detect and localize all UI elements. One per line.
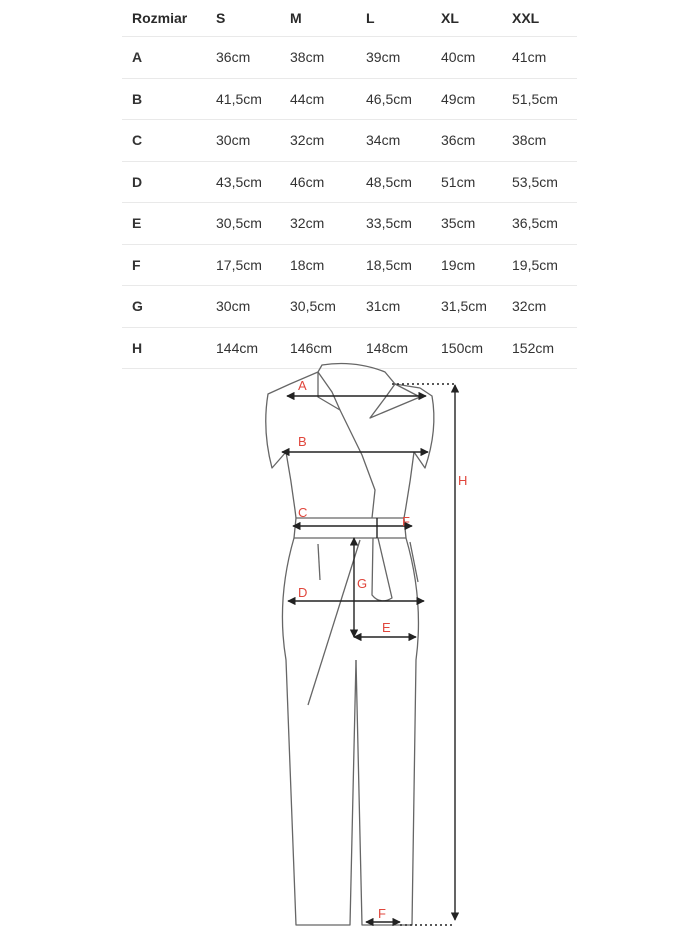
row-label: G [132, 298, 143, 315]
table-cell: 31cm [366, 298, 401, 315]
table-cell: 30,5cm [216, 215, 262, 232]
table-cell: 30,5cm [290, 298, 336, 315]
table-cell: 40cm [441, 49, 476, 66]
header-cell-xl: XL [441, 10, 459, 26]
table-row [122, 120, 577, 162]
label-e: E [382, 620, 391, 635]
table-row [122, 286, 577, 328]
table-cell: 39cm [366, 49, 401, 66]
jumpsuit-illustration [0, 360, 700, 933]
right-side-bodice [404, 452, 414, 518]
table-cell: 44cm [290, 90, 325, 107]
table-cell: 51,5cm [512, 90, 558, 107]
measurement-labels [298, 378, 467, 921]
table-row [122, 203, 577, 245]
jumpsuit-measurement-diagram [0, 360, 700, 933]
label-d: D [298, 585, 308, 600]
row-label: H [132, 339, 143, 356]
left-leg [282, 538, 356, 925]
table-header-row [122, 0, 577, 37]
table-cell: 41,5cm [216, 90, 262, 107]
table-cell: 48,5cm [366, 173, 412, 190]
row-label: B [132, 90, 143, 107]
left-lapel [318, 372, 340, 410]
label-f-hem: F [378, 906, 386, 921]
header-cell-l: L [366, 10, 375, 26]
table-cell: 19cm [441, 256, 476, 273]
label-b: B [298, 434, 307, 449]
row-label: F [132, 256, 141, 273]
table-cell: 38cm [290, 49, 325, 66]
row-label: A [132, 49, 143, 66]
table-cell: 33,5cm [366, 215, 412, 232]
table-cell: 36cm [441, 132, 476, 149]
belt-tail [372, 538, 392, 601]
measurement-lines [282, 384, 455, 925]
label-h: H [458, 473, 468, 488]
header-cell-m: M [290, 10, 302, 26]
table-cell: 150cm [441, 339, 484, 356]
table-cell: 53,5cm [512, 173, 558, 190]
table-cell: 51cm [441, 173, 476, 190]
table-cell: 18,5cm [366, 256, 412, 273]
table-cell: 46cm [290, 173, 325, 190]
table-cell: 18cm [290, 256, 325, 273]
table-row [122, 37, 577, 79]
header-cell-size: Rozmiar [132, 10, 188, 26]
waistband [294, 518, 406, 538]
table-cell: 43,5cm [216, 173, 262, 190]
table-cell: 46,5cm [366, 90, 412, 107]
row-label: C [132, 132, 143, 149]
label-g: G [357, 576, 368, 591]
table-cell: 32cm [290, 132, 325, 149]
table-cell: 36cm [216, 49, 251, 66]
table-cell: 32cm [290, 215, 325, 232]
table-cell: 36,5cm [512, 215, 558, 232]
table-cell: 32cm [512, 298, 547, 315]
table-cell: 152cm [512, 339, 555, 356]
right-leg [356, 538, 418, 925]
table-cell: 41cm [512, 49, 547, 66]
wrap-front-line [340, 410, 375, 518]
left-side-bodice [286, 452, 296, 518]
table-cell: 17,5cm [216, 256, 262, 273]
garment-outline [266, 364, 434, 925]
label-c: C [298, 505, 308, 520]
table-row [122, 162, 577, 204]
row-label: E [132, 215, 142, 232]
table-cell: 35cm [441, 215, 476, 232]
size-table [122, 0, 577, 369]
header-cell-xxl: XXL [512, 10, 540, 26]
table-row [122, 245, 577, 287]
table-row [122, 79, 577, 121]
table-cell: 49cm [441, 90, 476, 107]
table-cell: 38cm [512, 132, 547, 149]
label-f-waist: F [402, 514, 410, 529]
table-cell: 19,5cm [512, 256, 558, 273]
pocket-left [318, 544, 320, 580]
header-cell-s: S [216, 10, 226, 26]
wrap-diagonal [308, 540, 360, 705]
table-cell: 144cm [216, 339, 259, 356]
left-sleeve [266, 372, 318, 468]
table-cell: 146cm [290, 339, 333, 356]
right-lapel [370, 384, 420, 418]
label-a: A [298, 378, 307, 393]
table-cell: 31,5cm [441, 298, 487, 315]
collar-back [318, 364, 395, 384]
row-label: D [132, 173, 143, 190]
table-cell: 148cm [366, 339, 409, 356]
table-cell: 30cm [216, 132, 251, 149]
table-cell: 30cm [216, 298, 251, 315]
table-cell: 34cm [366, 132, 401, 149]
